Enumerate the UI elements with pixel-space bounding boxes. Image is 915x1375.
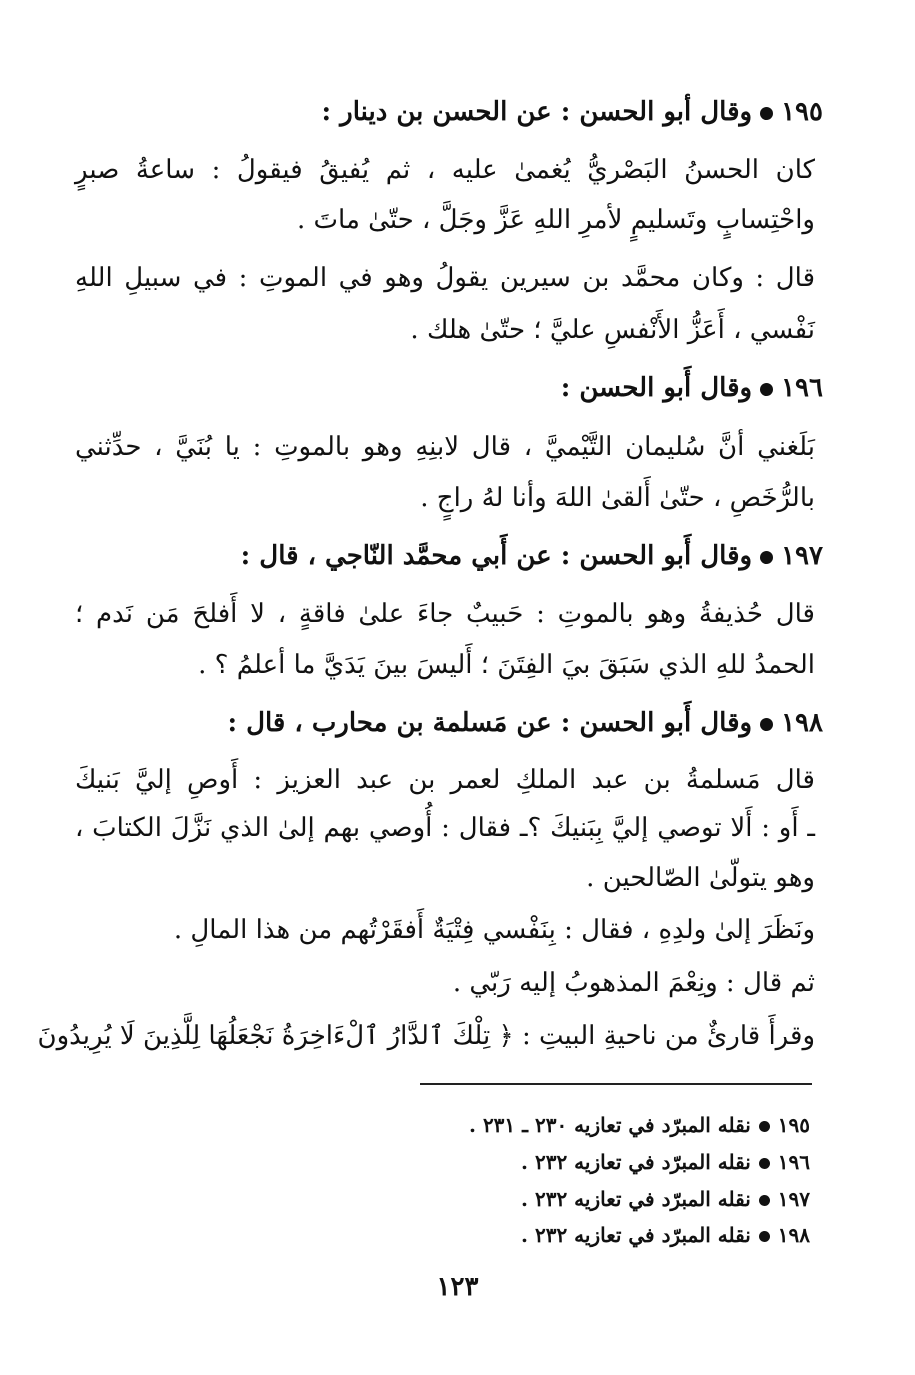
text-line: ثم قال : ونِعْمَ المذهوبُ إليه رَبّي . (452, 968, 815, 998)
footnote-text: نقله المبرّد في تعازيه ٢٣٢ . (521, 1223, 751, 1247)
entry-number: ١٩٨ (781, 708, 823, 738)
footnote-text: نقله المبرّد في تعازيه ٢٣٢ . (521, 1187, 751, 1211)
entry-number: ١٩٥ (781, 97, 823, 127)
text-line: بالرُّخَصِ ، حتّىٰ أَلقىٰ اللهَ وأنا لهُ راجٍ . (420, 483, 815, 513)
footnote-number: ١٩٥ (777, 1113, 810, 1137)
text-line: وهو يتولّىٰ الصّالحين . (586, 863, 815, 893)
text-line: وقرأَ قارئٌ من ناحيةِ البيتِ : ﴿ تِلْكَ ٱلدَّارُ ٱلْءَاخِرَةُ نَجْعَلُهَا لِلَّذِينَ لَا يُرِيدُونَ (37, 1021, 815, 1051)
footnote-195 (469, 1110, 810, 1140)
entry-number: ١٩٦ (781, 373, 823, 403)
footnote-196 (521, 1147, 810, 1177)
text-line: ونَظَرَ إلىٰ ولدِهِ ، فقال : بِنَفْسي فِتْيَةٌ أَفقَرْتُهم من هذا المالِ . (173, 915, 815, 945)
text-line: كان الحسنُ البَصْريُّ يُغمىٰ عليه ، ثم يُفيقُ فيقولُ : ساعةُ صبرٍ (75, 155, 815, 185)
footnote-number: ١٩٦ (777, 1150, 810, 1174)
text-line: واحْتِسابٍ وتَسليمٍ لأمرِ اللهِ عَزَّ وجَلَّ ، حتّىٰ ماتَ . (297, 205, 815, 235)
footnote-197 (521, 1184, 810, 1214)
bullet-icon (759, 1121, 770, 1132)
bullet-icon (760, 551, 773, 564)
text-line: بَلَغني أنَّ سُليمان التَّيْميَّ ، قال لابنِهِ وهو بالموتِ : يا بُنَيَّ ، حدِّثني (75, 432, 815, 462)
footnote-text: نقله المبرّد في تعازيه ٢٣٢ . (521, 1150, 751, 1174)
text-line: نَفْسي ، أَعَزُّ الأَنْفسِ عليَّ ؛ حتّىٰ هلك . (410, 315, 815, 345)
entry-196-header (561, 368, 823, 408)
entry-number: ١٩٧ (781, 541, 823, 571)
text-line: قال مَسلمةُ بن عبد الملكِ لعمر بن عبد العزيز : أَوصِ إليَّ بَنيكَ (75, 765, 815, 795)
page-number: ١٢٣ (436, 1272, 479, 1302)
entry-header-text: وقال أَبو الحسن : عن مَسلمة بن محارب ، قال : (227, 708, 753, 738)
footnote-divider (420, 1083, 812, 1085)
bullet-icon (759, 1231, 770, 1242)
entry-header-text: وقال أبو الحسن : عن الحسن بن دينار : (321, 97, 753, 127)
entry-195-header (321, 92, 823, 132)
bullet-icon (760, 383, 773, 396)
bullet-icon (759, 1158, 770, 1169)
footnote-number: ١٩٨ (777, 1223, 810, 1247)
footnote-number: ١٩٧ (777, 1187, 810, 1211)
text-line: قال : وكان محمَّد بن سيرين يقولُ وهو في الموتِ : في سبيلِ اللهِ (75, 263, 816, 293)
entry-197-header (241, 536, 823, 576)
text-line: ـ أَو : أَلا توصي إليَّ بِبَنيكَ ؟ـ فقال : أُوصي بهم إلىٰ الذي نَزَّلَ الكتابَ ، (75, 813, 815, 843)
footnote-text: نقله المبرّد في تعازيه ٢٣٠ ـ ٢٣١ . (469, 1113, 751, 1137)
text-line: قال حُذيفةُ وهو بالموتِ : حَبيبٌ جاءَ علىٰ فاقةٍ ، لا أَفلحَ مَن نَدم ؛ (75, 599, 815, 629)
entry-header-text: وقال أَبو الحسن : عن أَبي محمَّد النّاجي ، قال : (240, 541, 753, 571)
bullet-icon (760, 718, 773, 731)
entry-198-header (227, 703, 823, 743)
footnote-198 (521, 1220, 810, 1250)
entry-header-text: وقال أَبو الحسن : (560, 373, 753, 403)
bullet-icon (759, 1195, 770, 1206)
text-line: الحمدُ للهِ الذي سَبَقَ بيَ الفِتَنَ ؛ أَليسَ بينَ يَدَيَّ ما أعلمُ ؟ . (198, 650, 815, 680)
bullet-icon (760, 107, 773, 120)
